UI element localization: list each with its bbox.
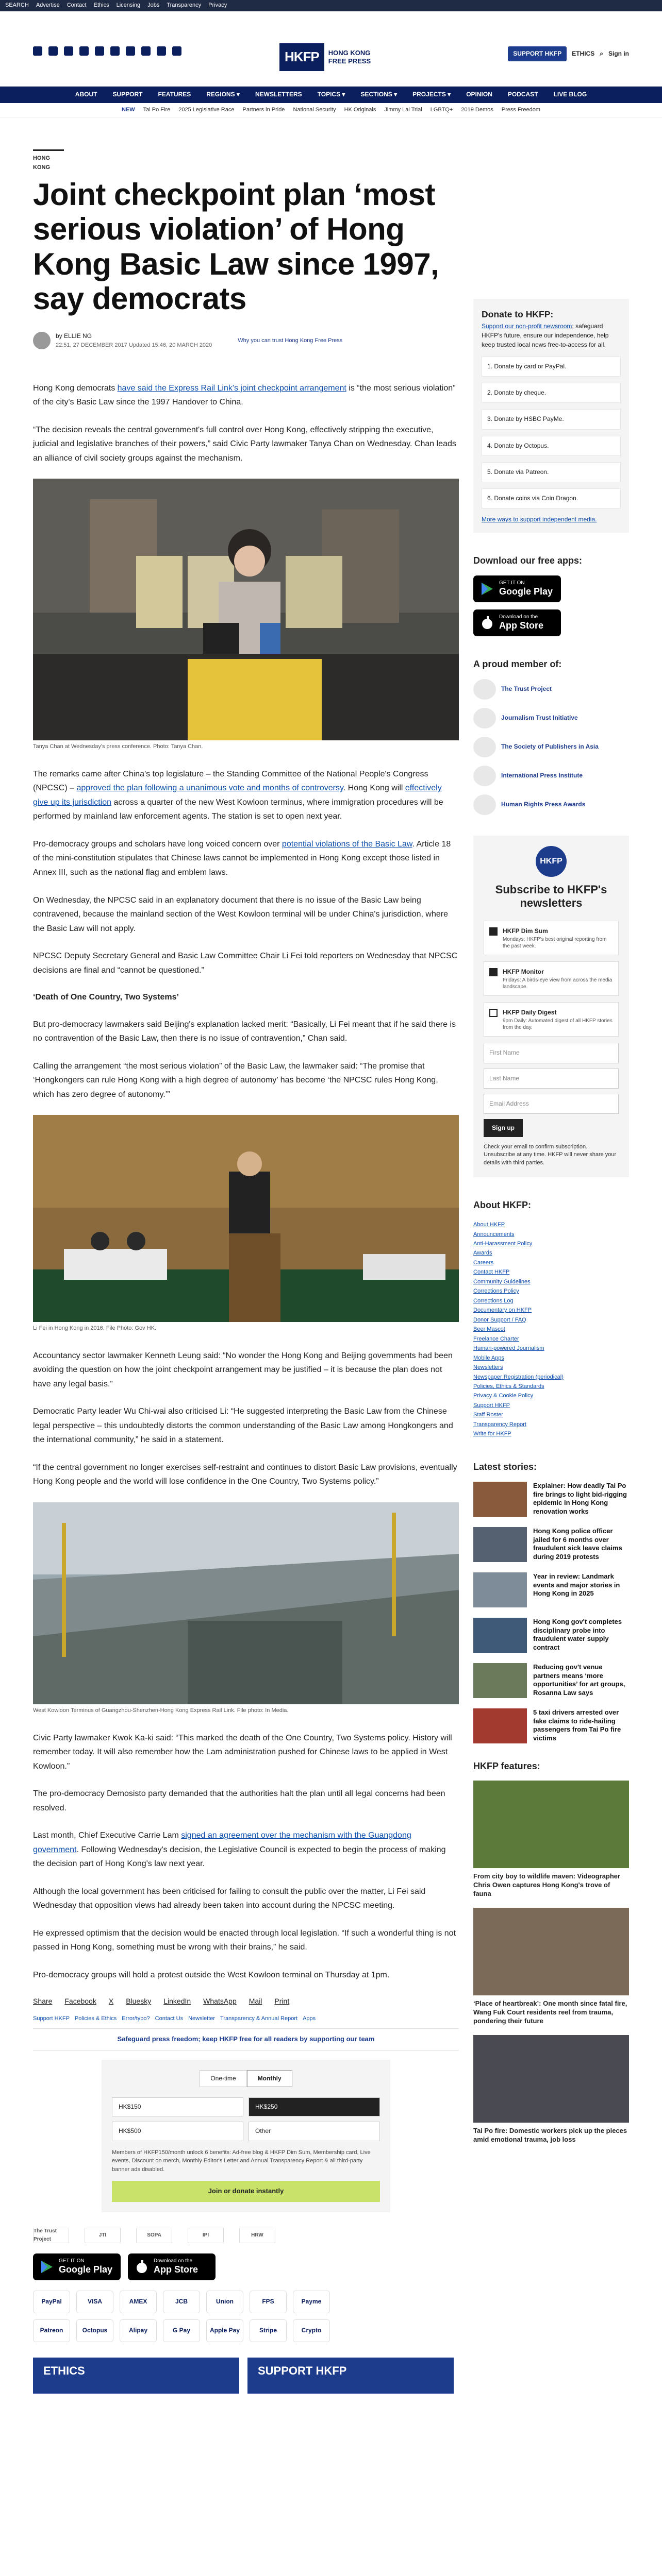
payment-logo: G Pay [163,2319,200,2342]
payment-logo: FPS [250,2291,287,2313]
donate-text: Support our non-profit newsroom; safeguard HKFP's future, ensure our independence, help keep trusted local news free-to-access for all. [482,323,609,349]
partner-logo[interactable]: The Trust Project [33,2228,69,2243]
tab-one-time[interactable]: One-time [200,2070,246,2087]
story-thumbnail [473,1663,527,1698]
member-heading: A proud member of: [473,659,562,670]
story-item[interactable]: Hong Kong police officer jailed for 6 months over fraudulent sick leave claims during 2019 protests [473,1527,629,1562]
nav-item[interactable]: SECTIONS ▾ [360,91,398,98]
article-category[interactable]: HONG KONG [33,149,64,172]
author-avatar [33,332,51,349]
member-icon [473,679,496,700]
member-icon [473,794,496,815]
more-ways-link[interactable]: More ways to support independent media. [482,516,597,523]
newsletter-option[interactable]: HKFP Monitor Fridays: A birds-eye view from across the media landscape. [484,961,619,996]
about-link[interactable]: Announcements [473,1231,515,1238]
foot-link[interactable]: Transparency & Annual Report [220,2015,298,2022]
newsletter-note: Check your email to confirm subscription. Unsubscribe at any time. HKFP will never share your details with third parties. [484,1144,617,1166]
utility-bar [0,0,662,11]
signin-link[interactable]: Sign in [608,50,629,57]
donate-option[interactable]: 3. Donate by HSBC PayMe. [482,409,621,429]
paragraph: Pro-democracy groups and scholars have long voiced concern over potential violations of the Basic Law. Article 18 of the mini-constitution stipulates that Chinese laws cannot be implemented in Hong Kong except those listed in Annex III, such as the national flag and emblem laws. [33,839,451,877]
share-facebook[interactable]: Facebook [64,1997,96,2006]
author-name[interactable]: by ELLIE NG [56,332,92,340]
nav-item[interactable]: TOPICS ▾ [317,91,345,98]
inline-link[interactable]: approved the plan following a unanimous vote and months of controversy [76,784,343,793]
paragraph: Civic Party lawmaker Kwok Ka-ki said: “This marked the death of the One Country, Two Systems policy. History will remember today. It will also remember how the Lam administration pushed for Chinese laws to be applied in West Kowloon.” [33,1733,452,1771]
google-play-icon [481,582,494,596]
donate-option[interactable]: 5. Donate via Patreon. [482,462,621,482]
nav-item[interactable]: PODCAST [507,91,538,98]
payment-logo: Stripe [250,2319,287,2342]
mail-icon[interactable] [141,46,151,56]
about-link[interactable]: Newsletters [473,1364,503,1371]
paragraph: But pro-democracy lawmakers said Beijing's explanation lacked merit: “Basically, Li Fei meant that if he said there is no contravention of the Basic Law, then there is no issue of contravention,” Chan said. [33,1020,456,1043]
share-linkedin[interactable]: LinkedIn [163,1997,191,2006]
donate-option[interactable]: 1. Donate by card or PayPal. [482,357,621,377]
utility-link[interactable]: Jobs [147,2,160,9]
foot-link[interactable]: Newsletter [188,2015,216,2022]
payment-logo: AMEX [120,2291,157,2313]
newsletter-option[interactable]: HKFP Dim Sum Mondays: HKFP's best original reporting from the past week. [484,921,619,955]
payment-logo: Octopus [76,2319,113,2342]
paragraph: Last month, Chief Executive Carrie Lam signed an agreement over the mechanism with the Guangdong government. Following Wednesday's decision, the Legislative Council is expected to begin the process of making the decision part of Hong Kong's law next year. [33,1831,446,1869]
donate-option[interactable]: 2. Donate by cheque. [482,383,621,403]
article-title: Joint checkpoint plan ‘most serious violation’ of Hong Kong Basic Law since 1997, say democrats [33,177,439,316]
payment-logo: Crypto [293,2319,330,2342]
ethics-banner[interactable]: ETHICS [33,2358,239,2394]
utility-link[interactable]: Privacy [208,2,227,9]
trust-link[interactable]: Why you can trust Hong Kong Free Press [238,337,343,344]
support-button[interactable]: SUPPORT HKFP [508,46,567,61]
about-links [473,1220,629,1439]
topic-link[interactable]: 2025 Legislative Race [178,106,235,113]
rss-icon[interactable] [126,46,135,56]
newsletter-title: Subscribe to HKFP's newsletters [495,883,607,910]
utility-link[interactable]: Transparency [167,2,202,9]
about-link[interactable]: Transparency Report [473,1421,526,1428]
donate-box [473,299,629,533]
payment-logo: VISA [76,2291,113,2313]
email-field[interactable]: Email Address [484,1094,619,1114]
publish-dates: 22:51, 27 DECEMBER 2017 Updated 15:46, 20 MARCH 2020 [56,342,212,349]
feature-item[interactable]: From city boy to wildlife maven: Videographer Chris Owen captures Hong Kong's trove of fauna [473,1781,629,1899]
site-logo[interactable] [279,43,371,71]
apps-heading: Download our free apps: [473,555,583,566]
frequency-tabs [112,2070,380,2087]
latest-heading: Latest stories: [473,1461,537,1472]
story-item[interactable]: Hong Kong gov't completes disciplinary probe into fraudulent water supply contract [473,1618,629,1653]
facebook-icon[interactable] [33,46,42,56]
topic-nav [0,103,662,117]
bluesky-icon[interactable] [157,46,166,56]
main-nav [0,87,662,103]
logo-mark: HKFP [279,43,324,71]
checkbox-checked[interactable] [489,968,498,976]
about-link[interactable]: Staff Roster [473,1412,503,1418]
whatsapp-icon[interactable] [172,46,181,56]
press-conference-image [33,479,459,740]
app-store-button[interactable]: Download on the App Store [473,609,561,636]
payment-logo: Payme [293,2291,330,2313]
photo-caption: Li Fei in Hong Kong in 2016. File Photo: Gov HK. [33,1325,157,1332]
share-mail[interactable]: Mail [249,1997,262,2006]
li-fei-image [33,1115,459,1322]
partner-logo[interactable]: HRW [239,2228,275,2243]
topic-link[interactable]: LGBTQ+ [430,106,453,113]
donate-heading: Donate to HKFP: [482,309,554,319]
member-benefits: Members of HKFP150/month unlock 6 benefits: Ad-free blog & HKFP Dim Sum, Membership card, Live events, Discount on merch, Monthly Editor's Letter and Annual Transparency Report & all third-party banner ads disabled. [112,2149,371,2173]
topic-link[interactable]: HK Originals [344,106,376,113]
paragraph: Accountancy sector lawmaker Kenneth Leung said: “No wonder the Hong Kong and Beijing governments had been avoiding the question on how the joint checkpoint arrangement may be justified – it is because the plan does not have any legal basis.” [33,1351,453,1388]
share-print[interactable]: Print [274,1997,290,2006]
new-badge: NEW [122,106,135,113]
signup-button[interactable]: Sign up [484,1119,523,1137]
feature-image [473,2035,629,2123]
checkbox-checked[interactable] [489,927,498,936]
article-foot-links [33,2014,459,2024]
paragraph: The remarks came after China's top legislature – the Standing Committee of the National People's Congress (NPCSC) – approved the plan following a unanimous vote and months of controversy. Hong Kong will effectively give up its jurisdiction across a quarter of the new West Kowloon terminus, where immigration procedures will be performed by mainland law enforcement agents. The station is set to open next year. [33,769,443,821]
app-store-buttons [33,2253,459,2280]
paragraph: “If the central government no longer exercises self-restraint and continues to distort Basic Law provisions, eventually Hong Kong people and the world will lose confidence in the One Country, Two Systems policy.” [33,1463,457,1486]
payment-logo: Patreon [33,2319,70,2342]
partner-logo[interactable]: IPI [188,2228,224,2243]
paragraph: Hong Kong democrats have said the Express Rail Link's joint checkpoint arrangement is “the most serious violation” of the city's Basic Law since the 1997 Handover to China. [33,383,456,407]
nav-item[interactable]: ABOUT [75,91,97,98]
latest-stories [473,1482,629,1743]
threads-icon[interactable] [110,46,120,56]
promo-banners [33,2358,459,2394]
paragraph: NPCSC Deputy Secretary General and Basic Law Committee Chair Li Fei told reporters on Wednesday that NPCSC decisions are final and “cannot be questioned.” [33,952,458,975]
join-donate-button[interactable]: Join or donate instantly [112,2181,380,2202]
partner-logos [33,2228,459,2243]
share-whatsapp[interactable]: WhatsApp [203,1997,237,2006]
nav-item[interactable]: NEWSLETTERS [255,91,302,98]
utility-link[interactable]: Licensing [116,2,141,9]
about-link[interactable]: Donor Support / FAQ [473,1316,526,1323]
youtube-icon[interactable] [79,46,89,56]
photo-west-kowloon [33,1502,459,1704]
about-link[interactable]: Community Guidelines [473,1278,531,1285]
utility-link[interactable]: Contact [67,2,87,9]
story-thumbnail [473,1618,527,1653]
foot-link[interactable]: Error/typo? [122,2015,150,2022]
byline [33,331,459,350]
about-link[interactable]: Awards [473,1250,492,1257]
about-link[interactable]: Documentary on HKFP [473,1307,532,1314]
checkbox[interactable] [489,1009,498,1017]
paragraph: Calling the arrangement “the most serious violation” of the Basic Law, the lawmaker said: “The promise that ‘Hongkongers can rule Hong Kong with a high degree of autonomy’ has become ‘the NPCSC rules Hong Kong, which has zero degree of autonomy.’” [33,1061,438,1099]
topic-link[interactable]: Jimmy Lai Trial [384,106,422,113]
photo-tanya-chan [33,479,459,740]
foot-link[interactable]: Apps [303,2015,316,2022]
about-link[interactable]: Policies, Ethics & Standards [473,1383,544,1389]
feature-image [473,1908,629,1995]
donate-option[interactable]: 6. Donate coins via Coin Dragon. [482,488,621,509]
article-main [33,149,459,2394]
support-link[interactable]: Support our non-profit newsroom [482,323,572,330]
photo-caption: Tanya Chan at Wednesday's press conference. Photo: Tanya Chan. [33,743,203,750]
google-play-button[interactable]: GET IT ON Google Play [473,575,561,602]
member-logo[interactable]: Journalism Trust Initiative [473,708,629,728]
sidebar [473,299,629,2154]
story-item[interactable]: 5 taxi drivers arrested over fake claims to ride-hailing passengers from Tai Po fire victims [473,1708,629,1743]
google-play-button[interactable]: GET IT ON Google Play [33,2253,121,2280]
story-item[interactable]: Explainer: How deadly Tai Po fire brings to light bid-rigging epidemic in Hong Kong renovation works [473,1482,629,1517]
share-bluesky[interactable]: Bluesky [126,1997,152,2006]
sidebar-app-buttons [473,575,629,636]
about-heading: About HKFP: [473,1200,531,1211]
instagram-icon[interactable] [64,46,73,56]
member-logo[interactable]: The Trust Project [473,679,629,700]
member-icon [473,766,496,786]
feature-image [473,1781,629,1868]
payment-logo: Union [206,2291,243,2313]
social-links [33,46,181,56]
nav-item[interactable]: OPINION [466,91,492,98]
inline-link[interactable]: have said the Express Rail Link's joint checkpoint arrangement [117,383,346,393]
topic-link[interactable]: Tai Po Fire [143,106,171,113]
google-play-icon [40,2260,54,2274]
about-link[interactable]: About HKFP [473,1222,505,1228]
payment-logo: Alipay [120,2319,157,2342]
story-item[interactable]: Reducing gov't venue partners means ‘more opportunities’ for art groups, Rosanna Law says [473,1663,629,1698]
photo-caption: West Kowloon Terminus of Guangzhou-Shenzhen-Hong Kong Express Rail Link. File photo: In Media. [33,1707,289,1714]
about-link[interactable]: Contact HKFP [473,1269,510,1276]
newsletter-logo: HKFP [536,846,567,877]
newsletter-signup [473,836,629,1177]
story-thumbnail [473,1527,527,1562]
site-header [0,11,662,87]
payment-logo: PayPal [33,2291,70,2313]
share-bar [33,1995,459,2007]
topic-link[interactable]: Press Freedom [501,106,540,113]
about-link[interactable]: Freelance Charter [473,1335,519,1342]
topic-link[interactable]: National Security [293,106,336,113]
first-name-field[interactable]: First Name [484,1043,619,1063]
amount-option[interactable]: HK$500 [112,2122,243,2141]
story-item[interactable]: Year in review: Landmark events and major stories in Hong Kong in 2025 [473,1572,629,1607]
nav-item[interactable]: REGIONS ▾ [206,91,240,98]
payment-logo: JCB [163,2291,200,2313]
about-link[interactable]: Careers [473,1259,494,1266]
support-banner[interactable]: Safeguard press freedom; keep HKFP free for all readers by supporting our team [33,2028,459,2050]
topic-link[interactable]: Partners in Pride [242,106,285,113]
member-logo[interactable]: International Press Institute [473,766,629,786]
header-actions [508,46,629,61]
feature-item[interactable]: Tai Po fire: Domestic workers pick up the pieces amid emotional trauma, job loss [473,2035,629,2144]
nav-item[interactable]: PROJECTS ▾ [412,91,451,98]
logo-words: HONG KONG FREE PRESS [328,49,371,65]
member-logo[interactable]: Human Rights Press Awards [473,794,629,815]
amount-option[interactable]: Other [249,2122,380,2141]
features-heading: HKFP features: [473,1760,540,1771]
about-link[interactable]: Privacy & Cookie Policy [473,1393,534,1399]
about-link[interactable]: Corrections Log [473,1297,514,1304]
about-link[interactable]: Beer Mascot [473,1326,505,1333]
amount-options [112,2097,380,2141]
about-link[interactable]: Newspaper Registration (periodical) [473,1374,564,1380]
share-x[interactable]: X [108,1997,114,2006]
membership-logos [473,679,629,815]
about-link[interactable]: Human-powered Journalism [473,1345,544,1352]
utility-link[interactable]: Ethics [93,2,109,9]
photo-li-fei [33,1115,459,1322]
ethics-link[interactable]: ETHICS [572,50,595,57]
share-label: Share [33,1997,53,2006]
west-kowloon-terminus-image [33,1502,459,1704]
app-store-button[interactable]: Download on the App Store [128,2253,216,2280]
member-icon [473,737,496,757]
donate-option[interactable]: 4. Donate by Octopus. [482,436,621,456]
partner-logo[interactable]: SOPA [136,2228,172,2243]
search-icon[interactable]: ⌕ [600,50,603,57]
paragraph: Democratic Party leader Wu Chi-wai also criticised Li: “He suggested interpreting the Basic Law from the Chinese legal perspective – this undoubtedly distorts the common understanding of the Basic Law among Hongkongers and the international community,” he said in a statement. [33,1407,453,1445]
payment-logo: Apple Pay [206,2319,243,2342]
story-thumbnail [473,1482,527,1517]
story-thumbnail [473,1572,527,1607]
last-name-field[interactable]: Last Name [484,1069,619,1089]
about-link[interactable]: Anti-Harassment Policy [473,1240,533,1247]
about-link[interactable]: Write for HKFP [473,1431,511,1437]
newsletter-option[interactable]: HKFP Daily Digest 9pm Daily: Automated digest of all HKFP stories from the day. [484,1002,619,1037]
about-link[interactable]: Corrections Policy [473,1288,519,1295]
utility-link[interactable]: SEARCH [5,2,29,9]
x-icon[interactable] [48,46,58,56]
story-thumbnail [473,1708,527,1743]
paragraph: Pro-democracy groups will hold a protest outside the West Kowloon terminal on Thursday at 1pm. [33,1970,390,1979]
payment-methods [33,2291,459,2342]
support-hkfp-banner[interactable]: SUPPORT HKFP [247,2358,454,2394]
amount-option[interactable]: HK$150 [112,2097,243,2116]
donate-widget [102,2060,390,2212]
amount-option-selected[interactable]: HK$250 [249,2097,380,2116]
apple-icon [135,2260,148,2274]
member-icon [473,708,496,728]
about-link[interactable]: Mobile Apps [473,1354,504,1361]
section-subhead: ‘Death of One Country, Two Systems’ [33,993,179,1002]
paragraph: The pro-democracy Demosisto party demanded that the authorities halt the plan until all legal concerns had been resolved. [33,1789,445,1812]
foot-link[interactable]: Contact Us [155,2015,184,2022]
topic-link[interactable]: 2019 Demos [461,106,493,113]
nav-item[interactable]: FEATURES [158,91,191,98]
foot-link[interactable]: Support HKFP [33,2015,70,2022]
inline-link[interactable]: signed an agreement over the mechanism with the Guangdong government [33,1831,411,1854]
tab-monthly[interactable]: Monthly [247,2070,292,2087]
apple-icon [481,616,494,630]
utility-link[interactable]: Advertise [36,2,60,9]
paragraph: On Wednesday, the NPCSC said in an explanatory document that there is no issue of the Basic Law being contravened, because the mainland section of the West Kowloon terminal will be under China's jurisdiction, where the Basic Law will not apply. [33,895,448,933]
partner-logo[interactable]: JTI [85,2228,121,2243]
inline-link[interactable]: potential violations of the Basic Law [282,839,412,849]
feature-item[interactable]: ‘Place of heartbreak’: One month since fatal fire, Wang Fuk Court residents reel from trauma, pondering their future [473,1908,629,2026]
nav-item[interactable]: SUPPORT [112,91,143,98]
features-list [473,1781,629,2144]
inline-link[interactable]: effectively give up its jurisdiction [33,784,442,807]
linkedin-icon[interactable] [95,46,104,56]
nav-item[interactable]: LIVE BLOG [553,91,587,98]
about-link[interactable]: Support HKFP [473,1402,510,1409]
paragraph: Although the local government has been criticised for failing to consult the public over the matter, Li Fei said Wednesday that opposition views had already been taken into account during the NPCSC meeting. [33,1887,426,1910]
paragraph: “The decision reveals the central government's full control over Hong Kong, effectively stripping the executive, judicial and legislative branches of their powers,” said Civic Party lawmaker Tanya Chan on Wednesday. Chan leads an alliance of civil society groups against the mechanism. [33,425,456,463]
paragraph: He expressed optimism that the decision would be enacted through local legislation. “If such a wonderful thing is not passed in Hong Kong, something must be wrong with their brains,” he said. [33,1928,456,1952]
member-logo[interactable]: The Society of Publishers in Asia [473,737,629,757]
foot-link[interactable]: Policies & Ethics [74,2015,117,2022]
